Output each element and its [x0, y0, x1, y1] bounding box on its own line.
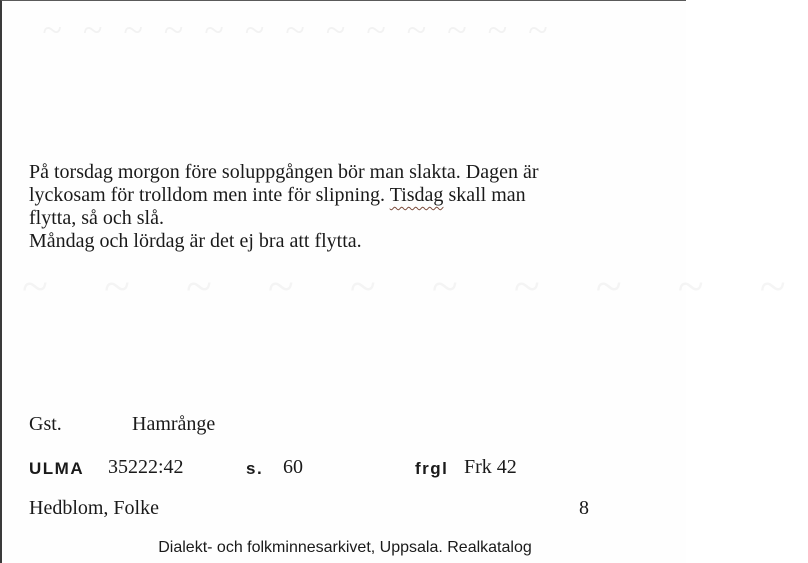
archive-number: 35222:42: [108, 456, 184, 478]
gst-value: Hamrånge: [132, 413, 216, 435]
record-line-4: Måndag och lördag är det ej bra att flytta.: [29, 230, 362, 252]
recorder-name: Hedblom, Folke: [29, 497, 159, 519]
record-text: [29, 161, 669, 253]
gst-label: Gst.: [29, 413, 62, 435]
archive-footer: Dialekt- och folkminnesarkivet, Uppsala. Realkatalog: [158, 539, 532, 556]
card-count: 8: [579, 497, 589, 519]
page-value: 60: [283, 456, 303, 478]
archive-label: ULMA: [29, 459, 85, 478]
archive-row: [29, 456, 649, 482]
page-label: s.: [246, 459, 264, 478]
question-value: Frk 42: [464, 456, 517, 478]
gst-row: [29, 413, 216, 436]
record-line-1: På torsdag morgon före soluppgången bör man slakta. Dagen är: [29, 161, 539, 183]
record-line-3: flytta, så och slå.: [29, 207, 164, 229]
underlined-word: Tisdag: [389, 184, 444, 206]
record-line-2: lyckosam för trolldom men inte för slipning. Tisdag skall man: [29, 184, 526, 206]
question-label: frgl: [415, 459, 449, 478]
archive-card: ~ ~ ~ ~ ~ ~ ~ ~ ~ ~ ~ ~ ~ ~ ~ ~ ~ ~ ~ ~ ~ ~ ~ På torsdag morgon före soluppgången bör man slakta. Dagen är lyckosam för trolldom men inte för slipning. Tisdag skall man flytta, så och slå. Måndag och lördag är det ej bra att flytta. Gst. Hamrånge ULMA 35222:42 s. 60 frgl Frk 42 Hedblom, Folke 8 Dialekt- och folkminnesarkivet, Uppsala. Realkatalog: [0, 0, 686, 563]
